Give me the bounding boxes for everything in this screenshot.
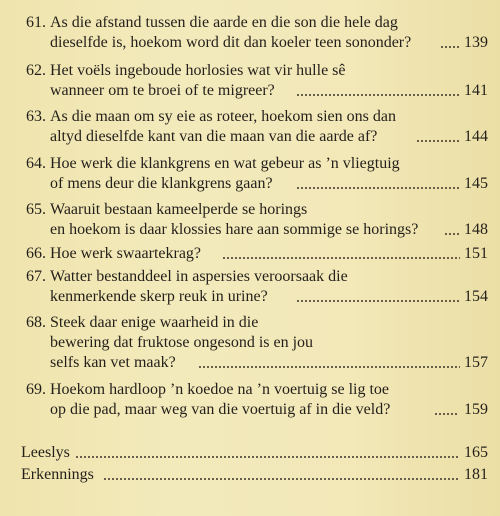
entry-title-line: Hoe werk swaartekrag? xyxy=(50,245,202,262)
entry-title-line: Hoekom hardloop ’n koedoe na ’n voertuig se lig toe xyxy=(50,381,390,398)
entry-title-line: en hoekom is daar klossies hare aan sommige se horings? xyxy=(50,221,419,238)
entry-title-line: Steek daar enige waarheid in die xyxy=(50,314,259,331)
entry-title-line: As die maan om sy eie as roteer, hoekom sien ons dan xyxy=(50,108,396,125)
entry-page-number: 159 xyxy=(464,401,488,418)
toc-entry-63[interactable] xyxy=(26,107,488,147)
entry-number: 64. xyxy=(26,155,46,172)
dot-leader xyxy=(103,478,458,480)
entry-number: 63. xyxy=(26,108,46,125)
toc-entry-62[interactable] xyxy=(26,61,488,101)
entry-number: 67. xyxy=(26,268,46,285)
toc-entry-64[interactable] xyxy=(26,154,488,194)
dot-leader xyxy=(75,456,458,458)
toc-entry-65[interactable] xyxy=(26,200,488,240)
toc-entry-68[interactable] xyxy=(26,313,488,373)
entry-title-line: of mens deur die klankgrens gaan? xyxy=(50,175,273,192)
entry-title-line: Het voëls ingeboude horlosies wat vir hulle sê xyxy=(50,62,346,79)
entry-title-line: Hoe werk die klankgrens en wat gebeur as ’n vliegtuig xyxy=(50,155,400,172)
entry-page-number: 165 xyxy=(464,444,488,461)
entry-page-number: 148 xyxy=(464,221,488,238)
entry-page-number: 141 xyxy=(464,82,488,99)
dot-leader xyxy=(440,46,460,48)
entry-number: 69. xyxy=(26,381,46,398)
entry-title-line: bewering dat fruktose ongesond is en jou xyxy=(50,334,314,351)
entry-title-line: kenmerkende skerp reuk in urine? xyxy=(50,288,268,305)
entry-number: 62. xyxy=(26,62,46,79)
entry-title-line: op die pad, maar weg van die voertuig af in die veld? xyxy=(50,401,391,418)
entry-number: 61. xyxy=(26,14,46,31)
entry-page-number: 154 xyxy=(464,288,488,305)
entry-page-number: 144 xyxy=(464,128,488,145)
entry-title-line: Leeslys xyxy=(21,444,70,461)
entry-page-number: 139 xyxy=(464,34,488,51)
entry-title-line: altyd dieselfde kant van die maan van die aarde af? xyxy=(50,128,378,145)
dot-leader xyxy=(444,233,460,235)
entry-page-number: 157 xyxy=(464,354,488,371)
dot-leader xyxy=(198,366,460,368)
entry-title-line: Erkennings xyxy=(21,466,94,483)
toc-entry-61[interactable] xyxy=(26,13,488,53)
dot-leader xyxy=(296,187,460,189)
entry-number: 66. xyxy=(26,245,46,262)
dot-leader xyxy=(296,300,460,302)
dot-leader xyxy=(222,257,460,259)
entry-page-number: 151 xyxy=(464,245,488,262)
toc-entry-erkennings[interactable] xyxy=(21,465,488,485)
entry-title-line: As die afstand tussen die aarde en die son die hele dag xyxy=(50,14,398,31)
toc-entry-66[interactable] xyxy=(26,244,488,264)
entry-page-number: 181 xyxy=(464,466,488,483)
dot-leader xyxy=(416,140,460,142)
dot-leader xyxy=(296,94,460,96)
entry-title-line: Watter bestanddeel in aspersies veroorsaak die xyxy=(50,268,348,285)
entry-number: 65. xyxy=(26,201,46,218)
toc-entry-69[interactable] xyxy=(26,380,488,420)
entry-title-line: wanneer om te broei of te migreer? xyxy=(50,82,275,99)
entry-title-line: dieselfde is, hoekom word dit dan koeler teen sononder? xyxy=(50,34,412,51)
toc-entry-leeslys[interactable] xyxy=(21,443,488,463)
entry-number: 68. xyxy=(26,314,46,331)
entry-page-number: 145 xyxy=(464,175,488,192)
entry-title-line: selfs kan vet maak? xyxy=(50,354,176,371)
dot-leader xyxy=(434,413,458,415)
toc-entry-67[interactable] xyxy=(26,267,488,307)
entry-title-line: Waaruit bestaan kameelperde se horings xyxy=(50,201,308,218)
